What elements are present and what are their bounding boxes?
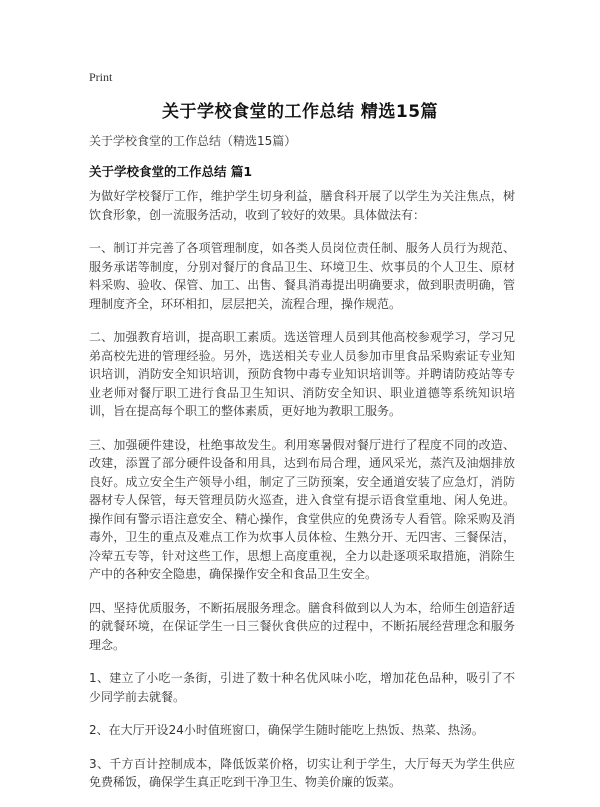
page-title: 关于学校食堂的工作总结 精选15篇 — [161, 102, 439, 122]
document-subtitle: 关于学校食堂的工作总结（精选15篇） — [89, 134, 297, 148]
paragraph-6: 2、在大厅开设24小时值班窗口，确保学生随时能吃上热饭、热菜、热汤。 — [89, 723, 484, 737]
print-link[interactable]: Print — [89, 70, 113, 84]
paragraph-7: 3、千方百计控制成本，降低饭菜价格，切实让利于学生，大厅每天为学生供应免费稀饭，确保学生真正吃到干净卫生、物美价廉的饭菜。 — [89, 756, 515, 789]
document-body — [89, 187, 515, 807]
paragraph-5: 1、建立了小吃一条街，引进了数十种名优风味小吃，增加花色品种，吸引了不少同学前去就餐。 — [89, 671, 515, 704]
paragraph-4: 四、坚持优质服务，不断拓展服务理念。膳食科做到以人为本，给师生创造舒适的就餐环境，在保证学生一日三餐伙食供应的过程中，不断拓展经营理念和服务理念。 — [89, 600, 515, 652]
section-heading: 关于学校食堂的工作总结 篇1 — [89, 164, 253, 179]
paragraph-2: 二、加强教育培训，提高职工素质。选送管理人员到其他高校参观学习，学习兄弟高校先进的管理经验。另外，选送相关专业人员参加市里食品采购索证专业知识培训，消防安全知识培训，预防食物中毒专业知识培训等。并聘请防疫站等专业老师对餐厅职工进行食品卫生知识、消防安全知识、职业道德等系统知识培训，旨在提高每个职工的整体素质，更好地为教职工服务。 — [89, 330, 515, 418]
paragraph-3: 三、加强硬件建设，杜绝事故发生。利用寒暑假对餐厅进行了程度不同的改造、改建，添置了部分硬件设备和用具，达到布局合理，通风采光，蒸汽及油烟排放良好。成立安全生产领导小组，制定了三防预案，安全通道安装了应急灯，消防器材专人保管，每天管理员防火巡查，进入食堂有提示语食堂重地、闲人免进。操作间有警示语注意安全、精心操作，食堂供应的免费汤专人看管。除采购及消毒外，卫生的重点及难点工作为炊事人员体检、生熟分开、无四害、三餐保洁，冷荤五专等，针对这些工作，思想上高度重视，全力以赴逐项采取措施，消除生产中的各种安全隐患，确保操作安全和食品卫生安全。 — [89, 437, 515, 581]
paragraph-intro: 为做好学校餐厅工作，维护学生切身利益，膳食科开展了以学生为关注焦点，树饮食形象，创一流服务活动，收到了较好的效果。具体做法有： — [89, 189, 515, 222]
paragraph-1: 一、制订并完善了各项管理制度，如各类人员岗位责任制、服务人员行为规范、服务承诺等制度，分别对餐厅的食品卫生、环境卫生、炊事员的个人卫生、原材料采购、验收、保管、加工、出售、餐具消毒提出明确要求，做到职责明确，管理制度齐全，环环相扣，层层把关，流程合理，操作规范。 — [89, 241, 515, 311]
